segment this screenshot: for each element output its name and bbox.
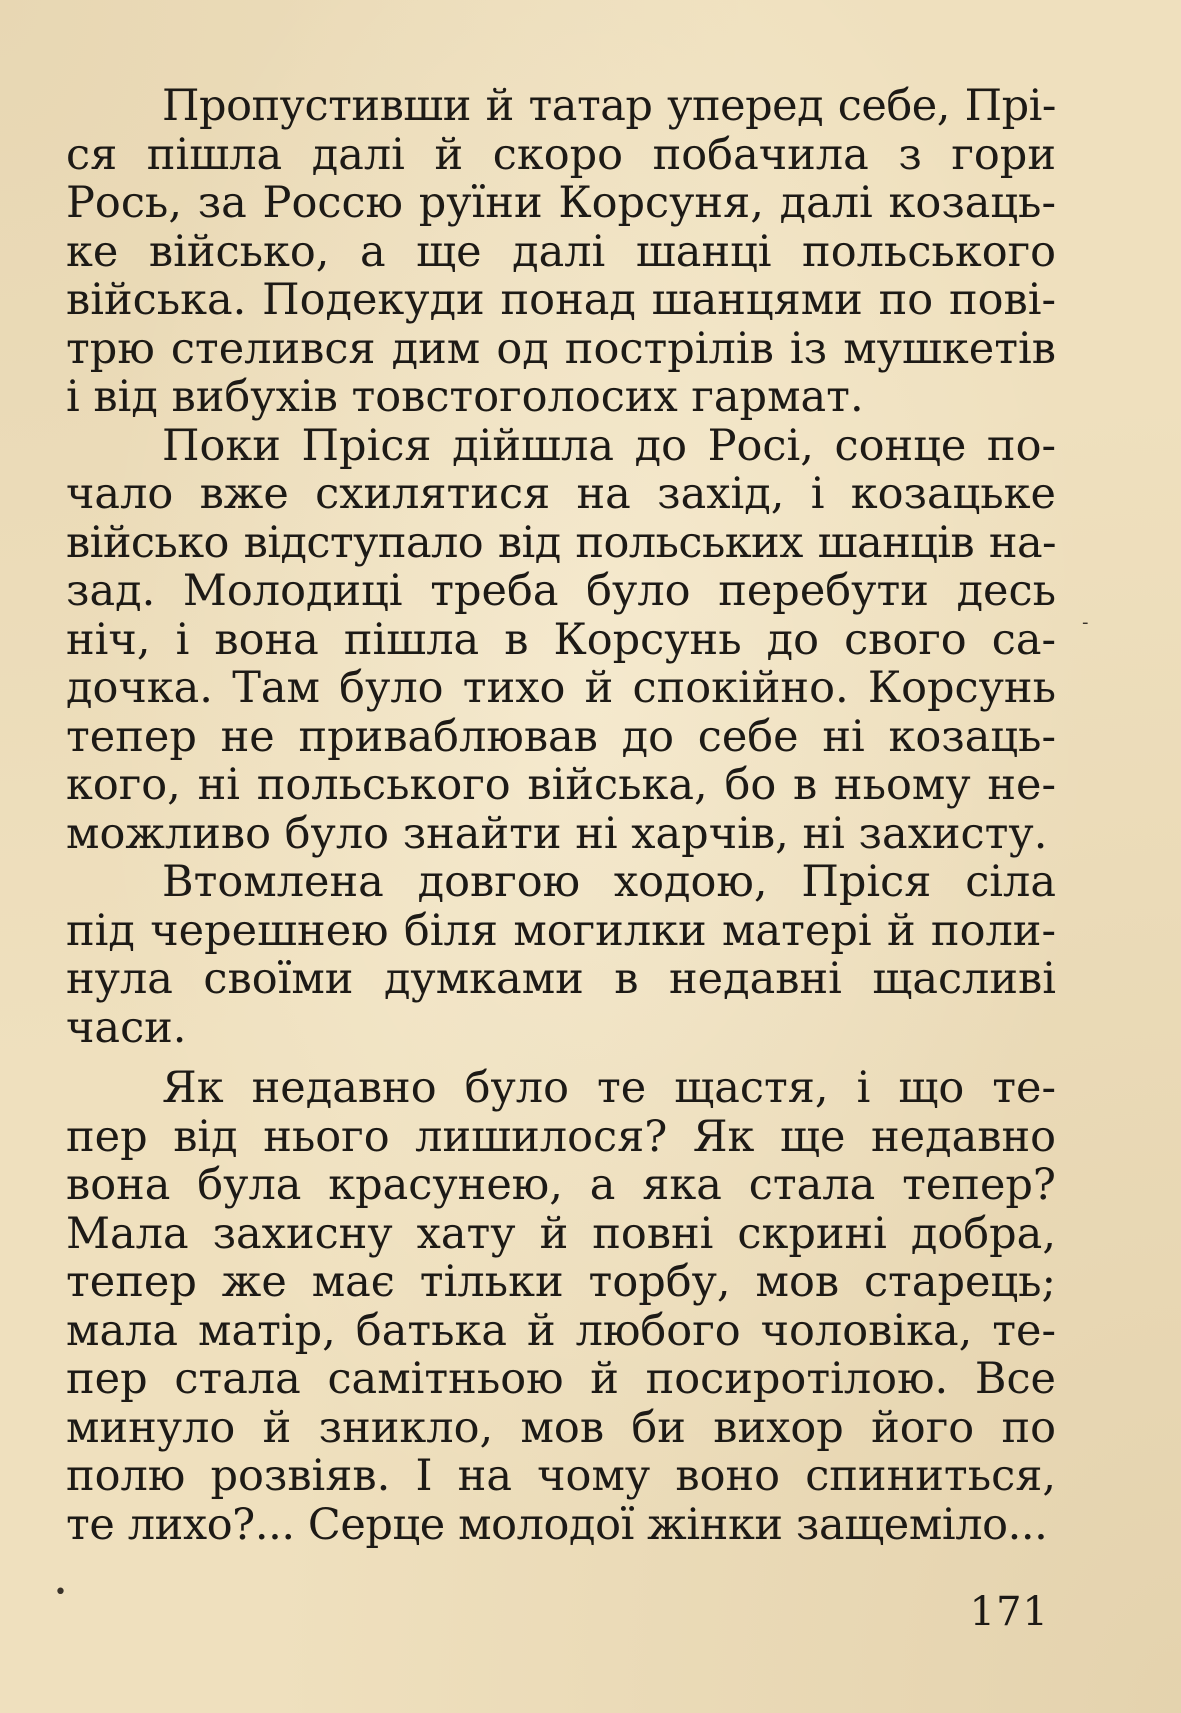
text-line: ся пішла далі й скоро побачила з гори bbox=[66, 130, 1056, 179]
paragraph-2 bbox=[66, 422, 1056, 859]
ink-speck: • bbox=[54, 1580, 67, 1605]
text-line: тепер не приваблював до себе ні козаць- bbox=[66, 712, 1056, 761]
text-line: кого, ні польського війська, бо в ньому не- bbox=[66, 761, 1056, 810]
paragraph-3 bbox=[66, 858, 1056, 1052]
text-line: тепер же має тільки торбу, мов старець; bbox=[66, 1258, 1056, 1307]
text-line: ніч, і вона пішла в Корсунь до свого са- bbox=[66, 615, 1056, 664]
text-line: часи. bbox=[66, 1003, 187, 1052]
text-line: під черешнею біля могилки матері й поли- bbox=[66, 906, 1056, 955]
paragraph-gap bbox=[66, 1052, 1056, 1064]
text-line: можливо було знайти ні харчів, ні захисту. bbox=[66, 809, 1048, 858]
body-text bbox=[66, 82, 1056, 1549]
text-line: Рось, за Россю руїни Корсуня, далі козаць- bbox=[66, 179, 1056, 228]
text-line: нула своїми думками в недавні щасливі bbox=[66, 955, 1056, 1004]
paragraph-4 bbox=[66, 1064, 1056, 1549]
page-number: 171 bbox=[969, 1589, 1049, 1635]
text-line: трю стелився дим од пострілів із мушкетів bbox=[66, 324, 1056, 373]
text-line: мала матір, батька й любого чоловіка, те- bbox=[66, 1306, 1056, 1355]
text-line: Поки Пріся дійшла до Росі, сонце по- bbox=[162, 421, 1056, 470]
text-line: Мала захисну хату й повні скрині добра, bbox=[66, 1209, 1056, 1258]
text-line: ке військо, а ще далі шанці польського bbox=[66, 227, 1056, 276]
text-line: вона була красунею, а яка стала тепер? bbox=[66, 1161, 1056, 1210]
text-line: пер від нього лишилося? Як ще недавно bbox=[66, 1112, 1056, 1161]
text-line: Втомлена довгою ходою, Пріся сіла bbox=[162, 858, 1056, 907]
text-line: військо відступало від польських шанців на- bbox=[66, 518, 1056, 567]
text-line: полю розвіяв. І на чому воно спиниться, bbox=[66, 1452, 1056, 1501]
text-line: Пропустивши й татар уперед себе, Прі- bbox=[162, 82, 1056, 131]
text-line: минуло й зникло, мов би вихор його по bbox=[66, 1403, 1056, 1452]
ink-speck: ‐ bbox=[1082, 612, 1089, 633]
text-line: зад. Молодиці треба було перебути десь bbox=[66, 567, 1056, 616]
text-line: і від вибухів товстоголосих гармат. bbox=[66, 373, 864, 422]
text-line: дочка. Там було тихо й спокійно. Корсунь bbox=[66, 664, 1056, 713]
text-line: пер стала самітньою й посиротілою. Все bbox=[66, 1355, 1056, 1404]
text-line: чало вже схилятися на захід, і козацьке bbox=[66, 470, 1056, 519]
text-line: війська. Подекуди понад шанцями по пові- bbox=[66, 276, 1056, 325]
text-line: те лихо?... Серце молодої жінки защеміло... bbox=[66, 1500, 1048, 1549]
paragraph-1 bbox=[66, 82, 1056, 422]
text-line: Як недавно було те щастя, і що те- bbox=[162, 1064, 1056, 1113]
